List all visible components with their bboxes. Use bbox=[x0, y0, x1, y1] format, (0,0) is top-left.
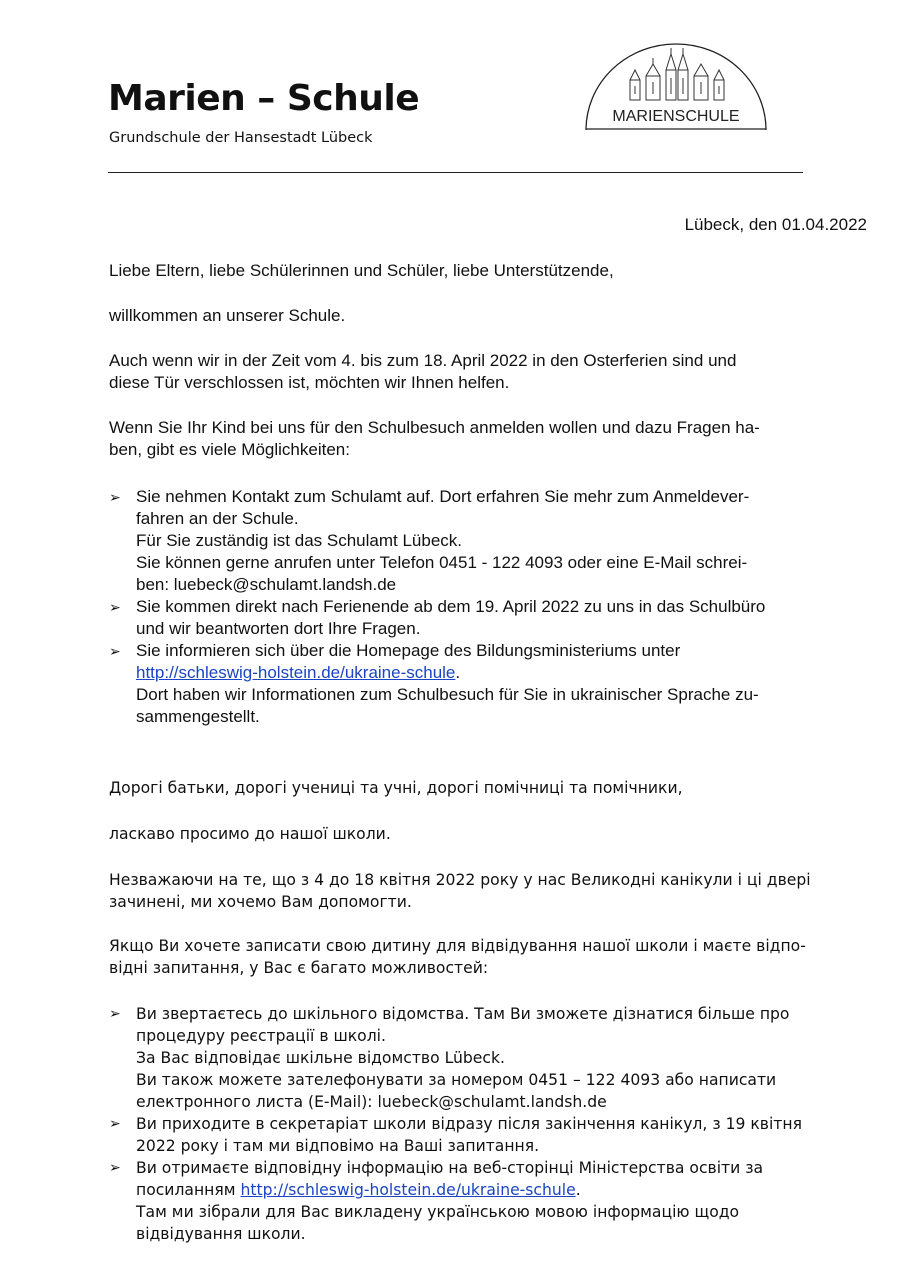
german-paragraph-2-line-1: Wenn Sie Ihr Kind bei uns für den Schulbesuch anmelden wollen und dazu Fragen ha- bbox=[109, 418, 760, 437]
list-item-line: sammengestellt. bbox=[136, 707, 260, 726]
german-paragraph-1-line-2: diese Tür verschlossen ist, möchten wir Ihnen helfen. bbox=[109, 373, 510, 392]
list-item-line: процедуру реєстрації в школі. bbox=[136, 1027, 386, 1045]
ukrainian-paragraph-1 bbox=[109, 869, 861, 913]
ukrainian-paragraph-2 bbox=[109, 935, 861, 979]
school-title: Marien – Schule bbox=[108, 78, 420, 119]
link-period: . bbox=[575, 1181, 581, 1199]
german-greeting: Liebe Eltern, liebe Schülerinnen und Schüler, liebe Unterstützende, bbox=[109, 261, 614, 280]
german-options-list bbox=[109, 486, 861, 728]
ukrainian-paragraph-1-line-1: Незважаючи на те, що з 4 до 18 квітня 2022 року у нас Великодні канікули і ці двері bbox=[109, 871, 811, 889]
ukraine-schule-link[interactable]: http://schleswig-holstein.de/ukraine-schule bbox=[240, 1181, 576, 1199]
list-item-line: fahren an der Schule. bbox=[136, 509, 299, 528]
list-item-line: und wir beantworten dort Ihre Fragen. bbox=[136, 619, 421, 638]
german-paragraph-2-line-2: ben, gibt es viele Möglichkeiten: bbox=[109, 440, 350, 459]
letter-date: Lübeck, den 01.04.2022 bbox=[684, 215, 867, 234]
ukrainian-paragraph-2-line-2: відні запитання, у Вас є багато можливостей: bbox=[109, 959, 489, 977]
list-item-line: Ви звертаєтесь до шкільного відомства. Там Ви зможете дізнатися більше про bbox=[136, 1005, 790, 1023]
list-item-line: Sie informieren sich über die Homepage des Bildungsministeriums unter bbox=[136, 641, 681, 660]
link-period: . bbox=[455, 663, 461, 682]
arrow-bullet-icon: ➢ bbox=[109, 1116, 121, 1132]
list-item-line bbox=[136, 1179, 861, 1201]
school-subtitle: Grundschule der Hansestadt Lübeck bbox=[109, 130, 373, 146]
list-item-line: Sie nehmen Kontakt zum Schulamt auf. Dort erfahren Sie mehr zum Anmeldever- bbox=[136, 487, 750, 506]
list-item-line: Sie kommen direkt nach Ferienende ab dem 19. April 2022 zu uns in das Schulbüro bbox=[136, 597, 766, 616]
list-item-line: Там ми зібрали для Вас викладену українською мовою інформацію щодо bbox=[136, 1203, 740, 1221]
marienschule-logo bbox=[584, 40, 768, 132]
german-option-schulamt bbox=[109, 486, 861, 596]
list-item-line: Dort haben wir Informationen zum Schulbesuch für Sie in ukrainischer Sprache zu- bbox=[136, 685, 759, 704]
logo-text: MARIENSCHULE bbox=[612, 108, 740, 125]
arrow-bullet-icon: ➢ bbox=[109, 599, 121, 615]
list-item-line bbox=[136, 662, 861, 684]
german-option-schulbuero bbox=[109, 596, 861, 640]
list-item-line: За Вас відповідає шкільне відомство Lübeck. bbox=[136, 1049, 505, 1067]
arrow-bullet-icon: ➢ bbox=[109, 489, 121, 505]
arrow-bullet-icon: ➢ bbox=[109, 1006, 121, 1022]
ukraine-schule-link[interactable]: http://schleswig-holstein.de/ukraine-schule bbox=[136, 663, 456, 682]
list-item-line: Sie können gerne anrufen unter Telefon 0451 - 122 4093 oder eine E-Mail schrei- bbox=[136, 553, 748, 572]
link-prefix: посиланням bbox=[136, 1181, 241, 1199]
german-paragraph-1-line-1: Auch wenn wir in der Zeit vom 4. bis zum 18. April 2022 in den Osterferien sind und bbox=[109, 351, 737, 370]
german-paragraph-1 bbox=[109, 350, 861, 394]
arrow-bullet-icon: ➢ bbox=[109, 1160, 121, 1176]
list-item-line: Ви також можете зателефонувати за номером 0451 – 122 4093 або написати bbox=[136, 1071, 777, 1089]
list-item-line: відвідування школи. bbox=[136, 1225, 306, 1243]
ukrainian-paragraph-2-line-1: Якщо Ви хочете записати свою дитину для відвідування нашої школи і маєте відпо- bbox=[109, 937, 806, 955]
ukrainian-option-schulamt bbox=[109, 1003, 861, 1113]
ukrainian-paragraph-1-line-2: зачинені, ми хочемо Вам допомогти. bbox=[109, 893, 412, 911]
german-option-homepage bbox=[109, 640, 861, 728]
ukrainian-option-secretariat bbox=[109, 1113, 861, 1157]
list-item-line: електронного листа (E-Mail): luebeck@schulamt.landsh.de bbox=[136, 1093, 607, 1111]
german-welcome: willkommen an unserer Schule. bbox=[109, 306, 346, 325]
ukrainian-welcome: ласкаво просимо до нашої школи. bbox=[109, 825, 391, 843]
german-paragraph-2 bbox=[109, 417, 861, 461]
ukrainian-greeting: Дорогі батьки, дорогі учениці та учні, дорогі помічниці та помічники, bbox=[109, 779, 683, 797]
list-item-line: 2022 року і там ми відповімо на Ваші запитання. bbox=[136, 1137, 540, 1155]
list-item-line: ben: luebeck@schulamt.landsh.de bbox=[136, 575, 397, 594]
arrow-bullet-icon: ➢ bbox=[109, 643, 121, 659]
ukrainian-option-homepage bbox=[109, 1157, 861, 1245]
list-item-line: Ви отримаєте відповідну інформацію на веб-сторінці Міністерства освіти за bbox=[136, 1159, 764, 1177]
list-item-line: Für Sie zuständig ist das Schulamt Lübeck. bbox=[136, 531, 462, 550]
ukrainian-options-list bbox=[109, 1003, 861, 1245]
list-item-line: Ви приходите в секретаріат школи відразу після закінчення канікул, з 19 квітня bbox=[136, 1115, 802, 1133]
header-divider bbox=[108, 172, 803, 173]
